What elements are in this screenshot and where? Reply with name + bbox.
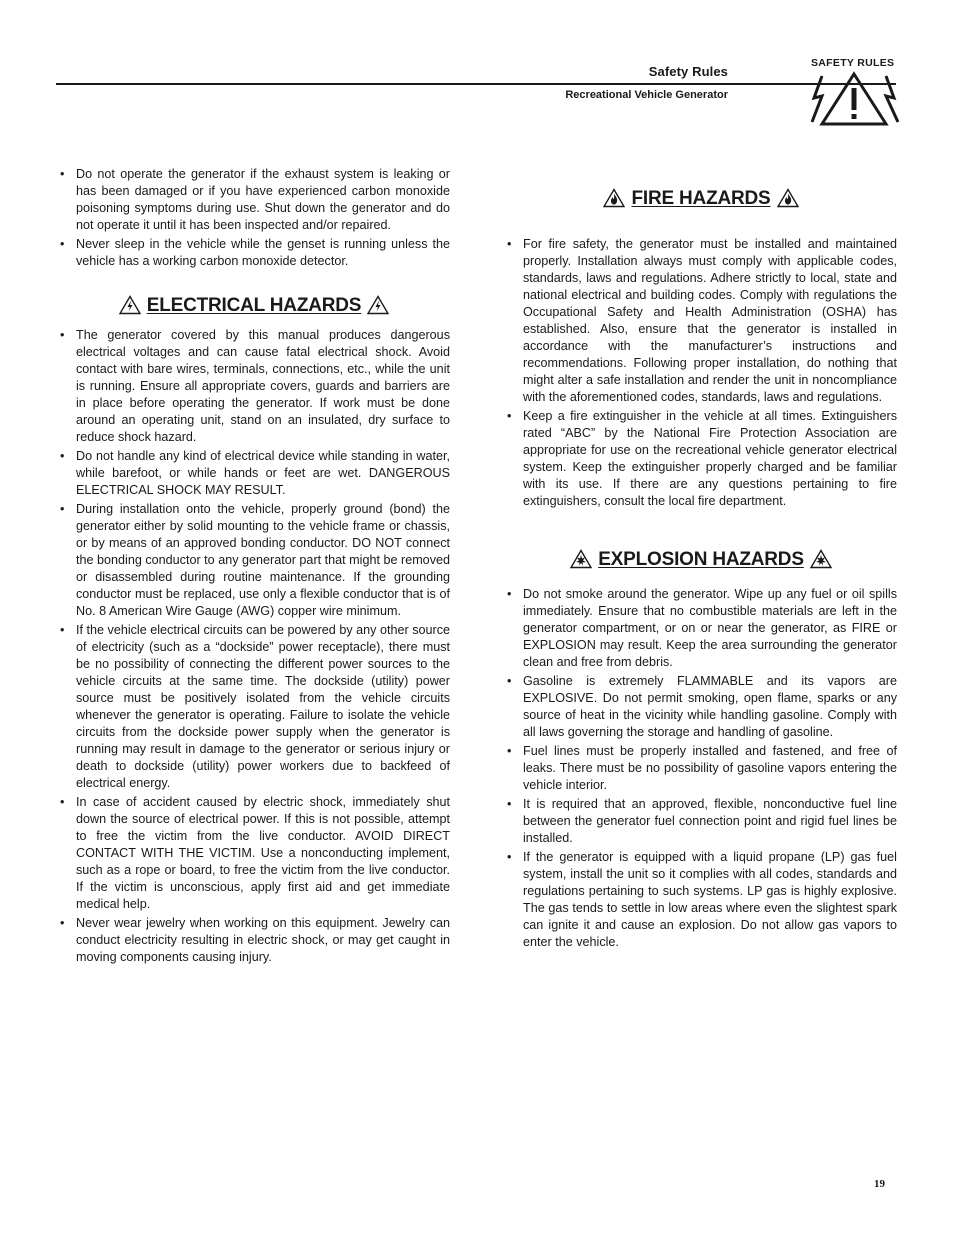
list-item: • Do not smoke around the generator. Wipe up any fuel or oil spills immediately. Ensure that no combustible materials are left in the generator compartment, or on or near the generator, as FIRE or EXPLOSION may result. Keep the area surrounding the generator clean and free from debris. <box>505 586 897 671</box>
list-item: • Gasoline is extremely FLAMMABLE and its vapors are EXPLOSIVE. Do not permit smoking, open flame, sparks or any source of heat in the vicinity while handling gasoline. Comply with all laws governing the storage and handling of gasoline. <box>505 673 897 741</box>
fire-hazards-list <box>505 236 897 510</box>
electrical-warning-icon <box>119 295 141 315</box>
list-item: • In case of accident caused by electric shock, immediately shut down the source of electrical power. If this is not possible, attempt to free the victim from the live conductor. AVOID DIRECT CONTACT WITH THE VICTIM. Use a nonconducting implement, such as a rope or board, to free the victim from the live conductor. If the victim is unconscious, apply first aid and get immediate medical help. <box>58 794 450 913</box>
header-subtitle: Recreational Vehicle Generator <box>565 89 728 101</box>
electrical-warning-icon <box>367 295 389 315</box>
explosion-hazards-heading <box>505 549 897 569</box>
list-item: • It is required that an approved, flexible, nonconductive fuel line between the generator fuel connection point and rigid fuel lines be installed. <box>505 796 897 847</box>
list-item: • Do not operate the generator if the exhaust system is leaking or has been damaged or if you have experienced carbon monoxide poisoning symptoms during use. Shut down the generator and do not operate it until it has been inspected and/or repaired. <box>58 166 450 234</box>
list-item: • Never wear jewelry when working on this equipment. Jewelry can conduct electricity resulting in electric shock, or may get caught in moving components causing injury. <box>58 915 450 966</box>
right-column <box>505 166 897 953</box>
fire-hazards-title: FIRE HAZARDS <box>631 187 771 209</box>
list-item: • If the generator is equipped with a liquid propane (LP) gas fuel system, install the unit so it complies with all codes, standards and regulations pertaining to such systems. LP gas is highly explosive. The gas tends to settle in low areas where even the slightest spark can ignite it and cause an explosion. Do not allow gas vapors to enter the vehicle. <box>505 849 897 951</box>
intro-list <box>58 166 450 270</box>
fire-warning-icon <box>603 188 625 208</box>
electrical-hazards-heading <box>58 295 450 315</box>
header-rule <box>56 83 896 85</box>
safety-rules-logo <box>808 56 900 128</box>
fire-hazards-heading <box>505 188 897 208</box>
list-item: • Fuel lines must be properly installed and fastened, and free of leaks. There must be no possibility of gasoline vapors entering the vehicle interior. <box>505 743 897 794</box>
page-number: 19 <box>874 1178 885 1190</box>
list-item: • During installation onto the vehicle, properly ground (bond) the generator either by solid mounting to the vehicle frame or chassis, or by means of an approved bonding conductor. DO NOT connect the bonding conductor to any generator part that might be removed or disassembled during routine maintenance. If the grounding conductor must be replaced, use only a flexible conductor that is of No. 8 American Wire Gauge (AWG) copper wire minimum. <box>58 501 450 620</box>
list-item: • For fire safety, the generator must be installed and maintained properly. Installation always must comply with applicable codes, standards, laws and regulations. Adhere strictly to local, state and national electrical and building codes. Comply with regulations the Occupational Safety and Health Administration (OSHA) has established. Also, ensure that the generator is installed in accordance with the manufacturer’s instructions and recommendations. Following proper installation, do nothing that might alter a safe installation and render the unit in noncompliance with the aforementioned codes, standards, laws and regulations. <box>505 236 897 406</box>
fire-warning-icon <box>777 188 799 208</box>
list-item: • Do not handle any kind of electrical device while standing in water, while barefoot, or while hands or feet are wet. DANGEROUS ELECTRICAL SHOCK MAY RESULT. <box>58 448 450 499</box>
explosion-warning-icon <box>810 549 832 569</box>
explosion-warning-icon <box>570 549 592 569</box>
list-item: • The generator covered by this manual produces dangerous electrical voltages and can cause fatal electrical shock. Avoid contact with bare wires, terminals, connections, etc., while the unit is running. Ensure all appropriate covers, guards and barriers are in place before operating the generator. If work must be done around an operating unit, stand on an insulated, dry surface to reduce shock hazard. <box>58 327 450 446</box>
explosion-hazards-list <box>505 586 897 951</box>
header-title: Safety Rules <box>648 64 728 79</box>
electrical-hazards-title: ELECTRICAL HAZARDS <box>146 294 362 316</box>
left-column <box>58 166 450 968</box>
electrical-hazards-list <box>58 327 450 966</box>
logo-label: SAFETY RULES <box>811 57 895 69</box>
warning-lightning-icon <box>808 70 900 128</box>
list-item: • If the vehicle electrical circuits can be powered by any other source of electricity (such as a “dockside” power receptacle), there must be no possibility of connecting the different power sources to the vehicle circuits at the same time. The dockside (utility) power source must be positively isolated from the vehicle circuits whenever the generator is operating. Failure to isolate the vehicle circuits from the dockside power supply when the generator is running may result in damage to the generator or serious injury or death to dockside (utility) power workers due to backfeed of electrical energy. <box>58 622 450 792</box>
explosion-hazards-title: EXPLOSION HAZARDS <box>598 548 804 570</box>
list-item: • Keep a fire extinguisher in the vehicle at all times. Extinguishers rated “ABC” by the National Fire Protection Association are appropriate for use on the recreational vehicle generator electrical system. Keep the extinguisher properly charged and be familiar with its use. If there are any questions pertaining to fire extinguishers, consult the local fire department. <box>505 408 897 510</box>
list-item: • Never sleep in the vehicle while the genset is running unless the vehicle has a working carbon monoxide detector. <box>58 236 450 270</box>
